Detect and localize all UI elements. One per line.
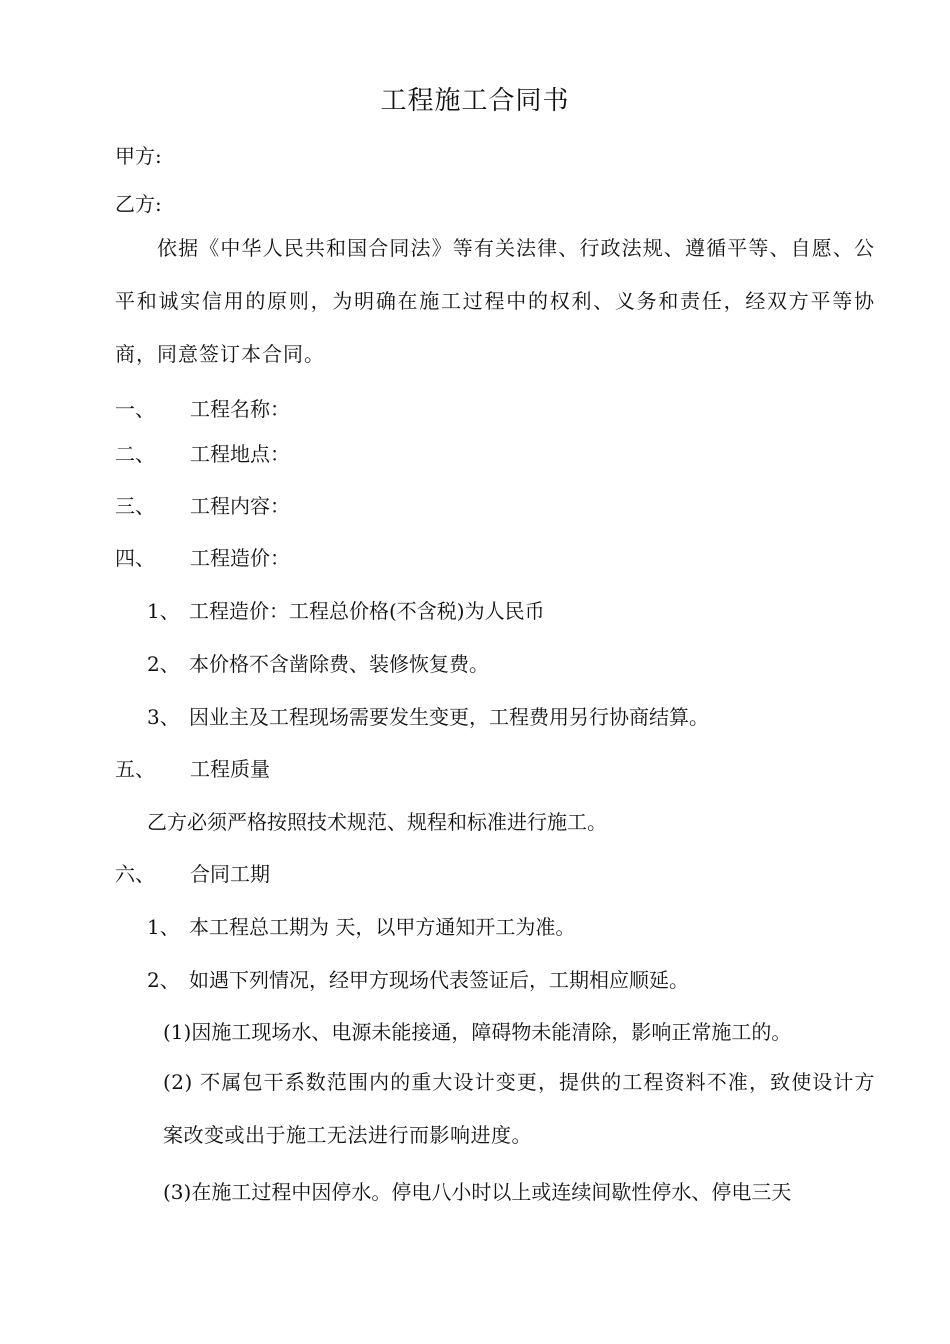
- section-number: 六、: [115, 862, 155, 886]
- s4-item-2: [147, 650, 489, 678]
- section-heading: 工程造价：: [190, 546, 290, 570]
- section-heading: 合同工期: [190, 862, 270, 886]
- section-number: 五、: [115, 757, 155, 781]
- intro-paragraph: 依据《中华人民共和国合同法》等有关法律、行政法规、遵循平等、自愿、公平和诚实信用的原则，为明确在施工过程中的权利、义务和责任，经双方平等协商，同意签订本合同。: [115, 236, 875, 366]
- s4-item-3: [147, 703, 709, 731]
- party-a-label: 甲方:: [115, 144, 162, 168]
- item-text: 本价格不含凿除费、装修恢复费。: [189, 652, 489, 676]
- item-text: 工程造价：工程总价格(不含税)为人民币: [189, 599, 545, 623]
- section-2: [115, 440, 290, 468]
- s6-sub-1: (1)因施工现场水、电源未能接通，障碍物未能清除，影响正常施工的。: [163, 1020, 792, 1044]
- section-number: 四、: [115, 546, 155, 570]
- document-title: 工程施工合同书: [380, 86, 570, 116]
- party-b-label: 乙方:: [115, 192, 162, 216]
- item-number: 3、: [147, 705, 180, 729]
- section-1: [115, 395, 290, 423]
- item-text: 因业主及工程现场需要发生变更，工程费用另行协商结算。: [189, 705, 709, 729]
- item-text: 本工程总工期为 天，以甲方通知开工为准。: [189, 915, 576, 939]
- s5-text: 乙方必须严格按照技术规范、规程和标准进行施工。: [147, 810, 607, 834]
- section-heading: 工程地点：: [190, 442, 290, 466]
- s6-item-2: [147, 966, 689, 994]
- item-number: 2、: [147, 968, 180, 992]
- item-number: 2、: [147, 652, 180, 676]
- section-number: 三、: [115, 494, 155, 518]
- s6-item-1: [147, 913, 575, 941]
- item-text: 如遇下列情况，经甲方现场代表签证后，工期相应顺延。: [189, 968, 689, 992]
- section-5: [115, 755, 270, 783]
- section-heading: 工程名称：: [190, 397, 290, 421]
- item-number: 1、: [147, 599, 180, 623]
- section-6: [115, 860, 270, 888]
- section-heading: 工程质量: [190, 757, 270, 781]
- section-heading: 工程内容：: [190, 494, 290, 518]
- section-number: 二、: [115, 442, 155, 466]
- section-number: 一、: [115, 397, 155, 421]
- s6-sub-3: (3)在施工过程中因停水。停电八小时以上或连续间歇性停水、停电三天: [163, 1180, 792, 1204]
- item-number: 1、: [147, 915, 180, 939]
- s4-item-1: [147, 597, 545, 625]
- s6-sub-2: (2) 不属包干系数范围内的重大设计变更，提供的工程资料不准，致使设计方案改变或出于施工无法进行而影响进度。: [163, 1070, 875, 1147]
- section-3: [115, 492, 290, 520]
- section-4: [115, 544, 290, 572]
